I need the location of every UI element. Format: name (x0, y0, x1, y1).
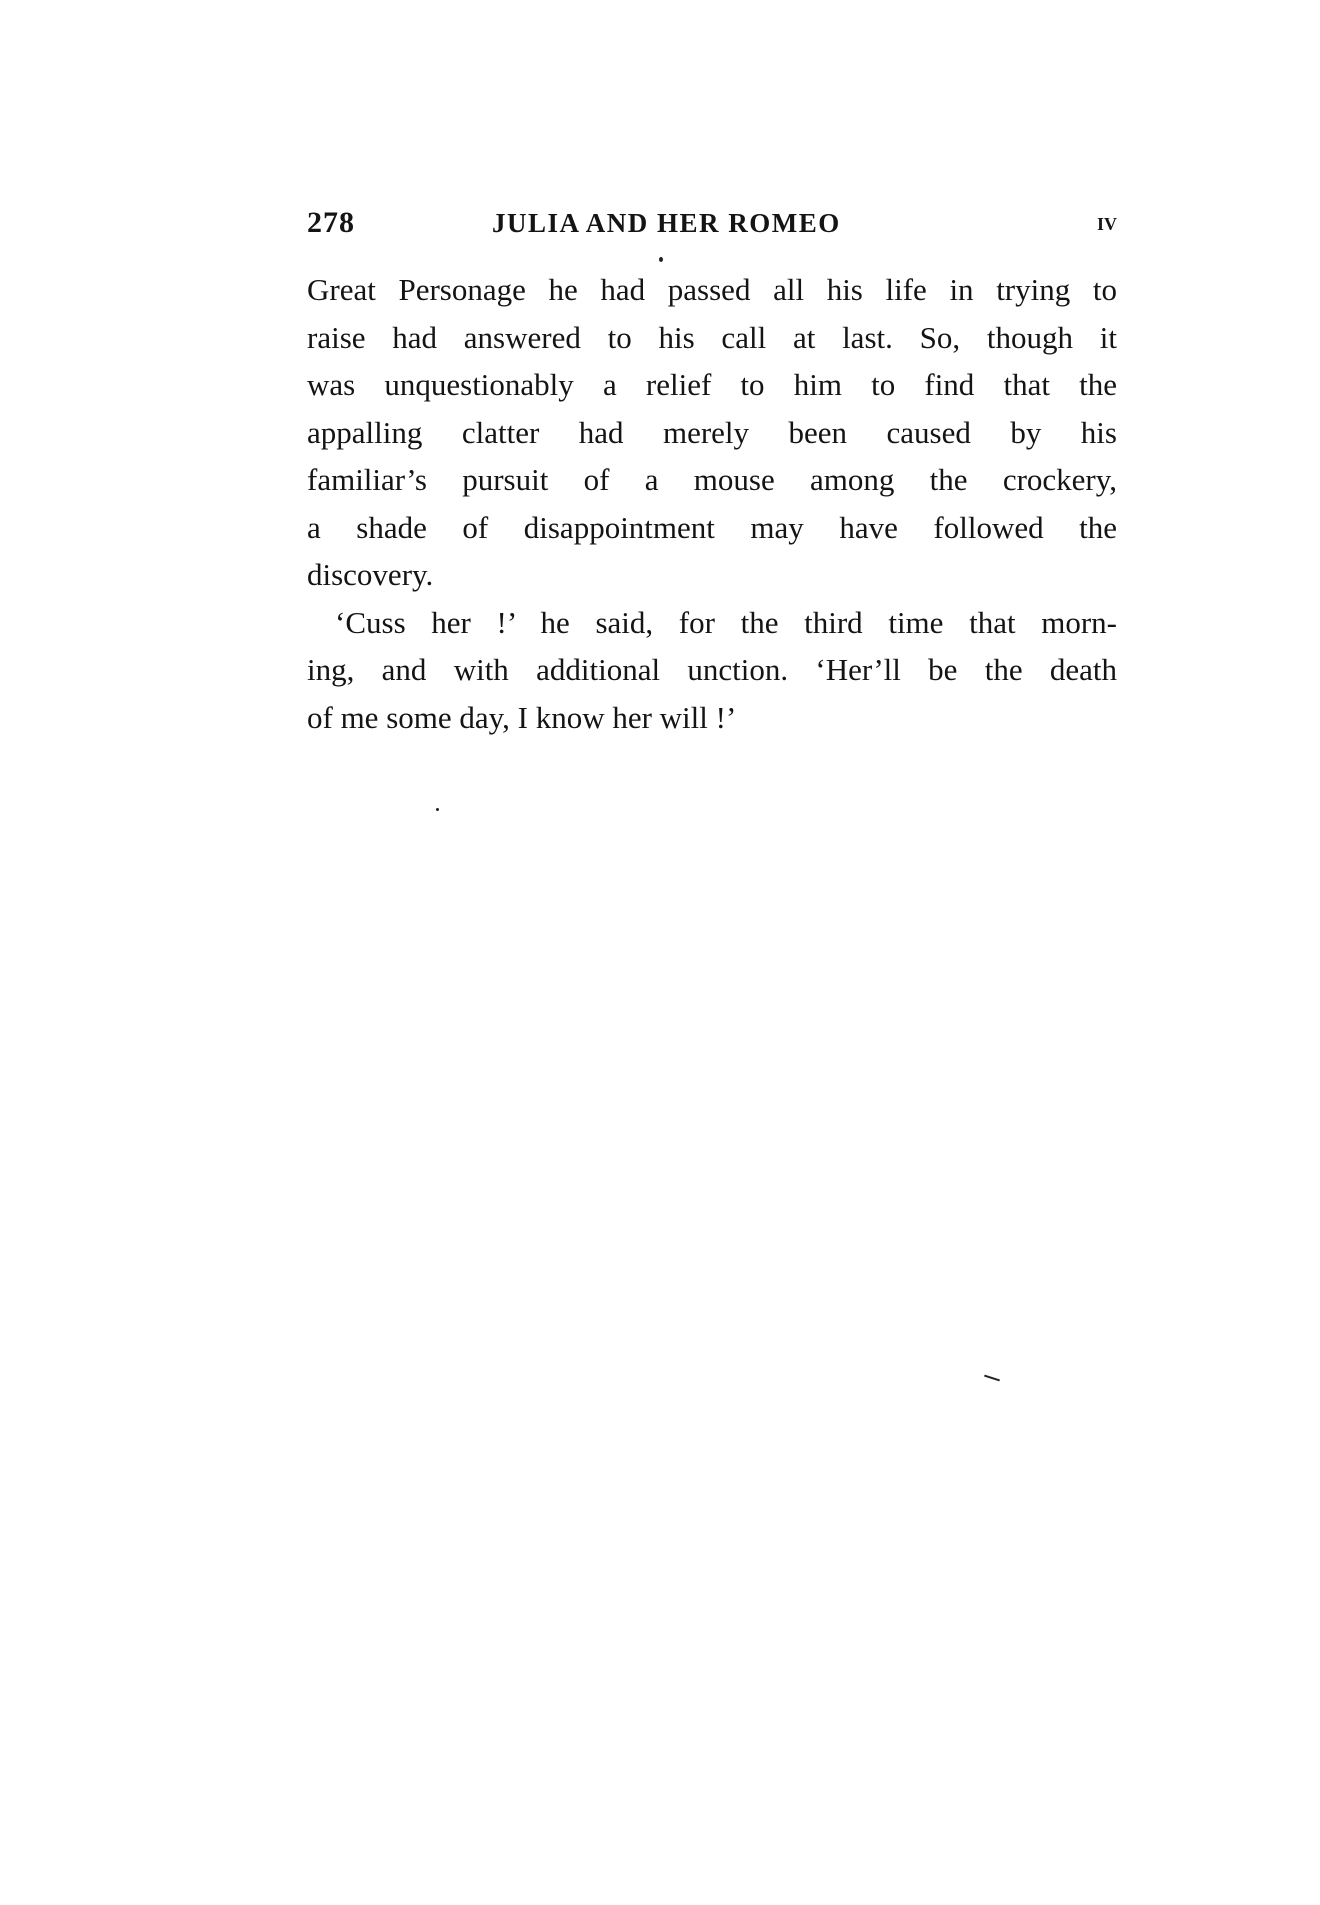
text-line: ing, and with additional unction. ‘Her’ll be the death (307, 652, 1117, 687)
body-text (307, 266, 1117, 741)
ink-speck (436, 808, 439, 811)
running-head (307, 206, 1117, 246)
text-line: raise had answered to his call at last. So, though it (307, 319, 1117, 355)
text-line: ‘Cuss her !’ he said, for the third time that morn- (335, 604, 1117, 640)
text-line: discovery. (307, 557, 434, 592)
chapter-number: IV (1096, 214, 1117, 234)
text-line: appalling clatter had merely been caused by his (307, 414, 1117, 450)
text-line: a shade of disappointment may have followed the (307, 509, 1117, 545)
text-line: familiar’s pursuit of a mouse among the crockery, (307, 462, 1117, 497)
page-number: 278 (307, 206, 355, 239)
ink-speck (659, 257, 663, 262)
ink-mark (984, 1375, 1000, 1382)
text-line: was unquestionably a relief to him to find that the (307, 367, 1117, 402)
text-line: of me some day, I know her will !’ (307, 699, 737, 735)
text-line: Great Personage he had passed all his life in trying to (307, 272, 1117, 307)
running-title: JULIA AND HER ROMEO (492, 208, 841, 238)
